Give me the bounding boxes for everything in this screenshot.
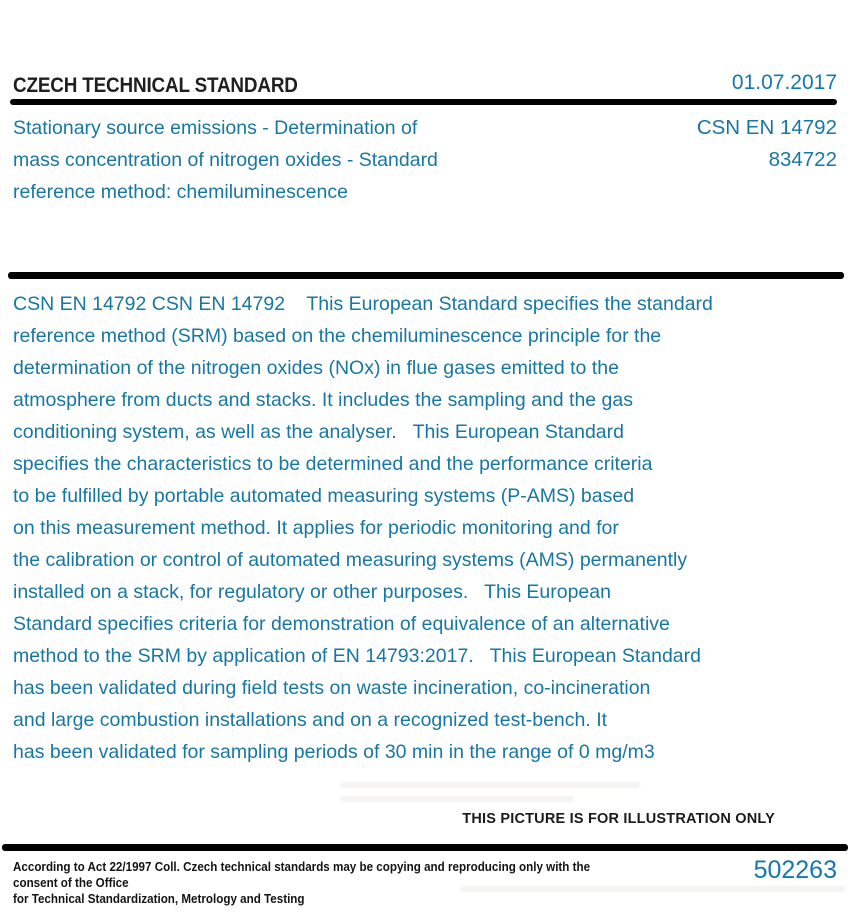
abstract-line: atmosphere from ducts and stacks. It includes the sampling and the gas — [13, 389, 634, 411]
header-title: CZECH TECHNICAL STANDARD — [13, 74, 298, 97]
footer-divider — [2, 844, 848, 851]
abstract-line: and large combustion installations and on a recognized test-bench. It — [13, 709, 608, 731]
abstract-line: conditioning system, as well as the analyser. This European Standard — [13, 421, 624, 443]
standard-code: CSN EN 14792 — [696, 116, 837, 139]
abstract-text — [13, 288, 813, 768]
abstract-line: on this measurement method. It applies for periodic monitoring and for — [13, 517, 619, 539]
abstract-line: determination of the nitrogen oxides (NOx) in flue gases emitted to the — [13, 357, 619, 379]
abstract-line: CSN EN 14792 CSN EN 14792 This European Standard specifies the standard — [13, 293, 713, 315]
abstract-line: specifies the characteristics to be determined and the performance criteria — [13, 453, 653, 475]
standard-title-line: mass concentration of nitrogen oxides - Standard — [13, 149, 438, 171]
abstract-line: to be fulfilled by portable automated measuring systems (P-AMS) based — [13, 485, 635, 507]
abstract-line: Standard specifies criteria for demonstration of equivalence of an alternative — [13, 613, 670, 635]
illustration-note: THIS PICTURE IS FOR ILLUSTRATION ONLY — [462, 811, 775, 827]
abstract-line: the calibration or control of automated measuring systems (AMS) permanently — [13, 549, 688, 571]
footer-legal-line: According to Act 22/1997 Coll. Czech technical standards may be copying and reproducing only with the consent of the Office — [13, 860, 594, 890]
standard-title-line: Stationary source emissions - Determination of — [13, 117, 418, 139]
abstract-line: has been validated during field tests on waste incineration, co-incineration — [13, 677, 651, 699]
standard-title-line: reference method: chemiluminescence — [13, 181, 348, 203]
standard-title — [13, 112, 573, 208]
ghost-watermark-bottom — [460, 886, 845, 900]
header-divider — [10, 99, 837, 105]
mid-divider — [8, 272, 844, 279]
catalog-number: 834722 — [768, 148, 837, 171]
abstract-line: reference method (SRM) based on the chemiluminescence principle for the — [13, 325, 662, 347]
abstract-line: installed on a stack, for regulatory or other purposes. This European — [13, 581, 611, 603]
abstract-line: has been validated for sampling periods of 30 min in the range of 0 mg/m3 — [13, 741, 655, 763]
abstract-line: method to the SRM by application of EN 14793:2017. This European Standard — [13, 645, 701, 667]
ghost-watermark-top — [340, 782, 640, 810]
document-number: 502263 — [753, 856, 837, 884]
footer-legal-line: for Technical Standardization, Metrology and Testing — [13, 892, 305, 906]
header-date: 01.07.2017 — [731, 71, 837, 94]
standard-code-block — [697, 112, 837, 176]
